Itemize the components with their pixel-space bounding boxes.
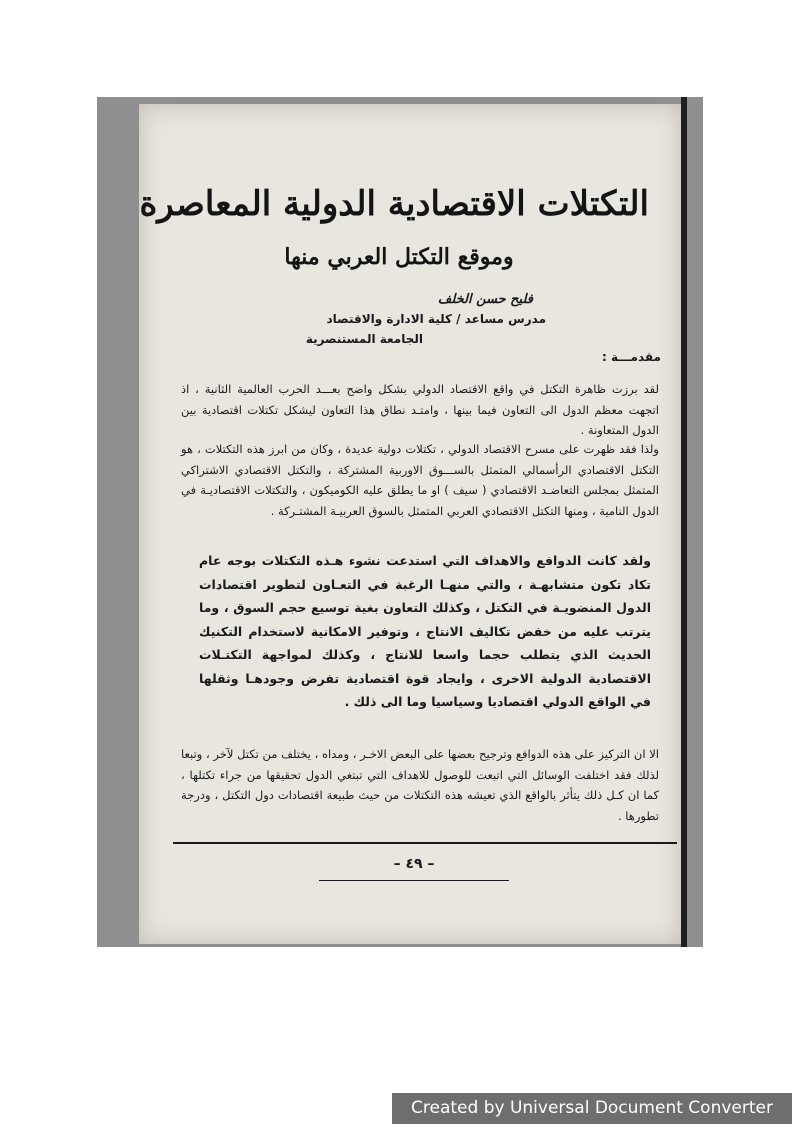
paragraph-3: ولقد كانت الدوافع والاهداف التي استدعت نشوء هـذه التكتلات بوجه عام تكاد تكون متشابهـة ، والتي منهـا الرغبة في التعـاون لتطوير اقتصادات الدول المنضويـة في التكتل ، وكذلك التعاون بغية توسيع حجم السوق ، وما يترتب عليه من خفض تكاليف الانتاج ، وتوفير الامكانية لاستخدام التكنيك الحديث الذي يتطلب حجما واسعا للانتاج ، وكذلك لمواجهة التكتـلات الاقتصادية الدولية الاخرى ، وايجاد قوة اقتصادية تفرض وجودهـا وثقلها في الواقع الدولي اقتصاديا وسياسيا وما الى ذلك . [199, 553, 651, 709]
footer-rule-bottom [319, 880, 509, 881]
author-university: الجامعة المستنصرية [305, 332, 423, 346]
article-subtitle: وموقع التكتل العربي منها [284, 244, 514, 270]
author-position: مدرس مساعد / كلية الادارة والاقتصاد [326, 312, 546, 326]
article-title: التكتلات الاقتصادية الدولية المعاصرة [139, 184, 649, 224]
page-number: – ٤٩ – [393, 856, 435, 872]
paragraph-2: ولذا فقد ظهرت على مسرح الاقتصاد الدولي ، تكتلات دولية عديدة ، وكان من ابرز هذه التكتلات ، هو التكتل الاقتصادي الرأسمالي المتمثل بالســـوق الاوربية المشتركة ، والتكتل الاقتصادي الاشتراكي المتمثل بمجلس التعاضـد الاقتصادي ( سيف ) او ما يطلق عليه الكوميكون ، والتكتلات الاقتصاديـة في الدول النامية ، ومنها التكتل الاقتصادي العربي المتمثل بالسوق العربيـة المشتـركة . [181, 442, 659, 518]
paragraph-1: لقد برزت ظاهرة التكتل في واقع الاقتصاد الدولي بشكل واضح بعـــد الحرب العالمية الثانية ، اذ اتجهت معظم الدول الى التعاون فيما بينها ، وامتـد نطاق هذا التعاون ليشكل تكتلات اقتصادية بين الدول المتعاونة . [181, 382, 659, 437]
section-heading: مقدمـــة : [602, 350, 661, 364]
author-name: فليح حسن الخلف [437, 292, 533, 307]
book-spine [681, 97, 687, 947]
converter-watermark: Created by Universal Document Converter [392, 1093, 792, 1124]
footer-rule [173, 842, 677, 844]
document-page [139, 104, 681, 944]
paragraph-4: الا ان التركيز على هذه الدوافع وترجيح بعضها على البعض الاخـر ، ومداه ، يختلف من تكتل لآخر ، وتبعا لذلك فقد اختلفت الوسائل التي اتبعت للوصول للاهداف التي تبتغي الدول تحقيقها من جراء تكتلها ، كما ان كـل ذلك يتأثر بالواقع الذي تعيشه هذه التكتلات من حيث طبيعة اقتصادات دول التكتل ، ودرجة تطورها . [181, 747, 659, 823]
